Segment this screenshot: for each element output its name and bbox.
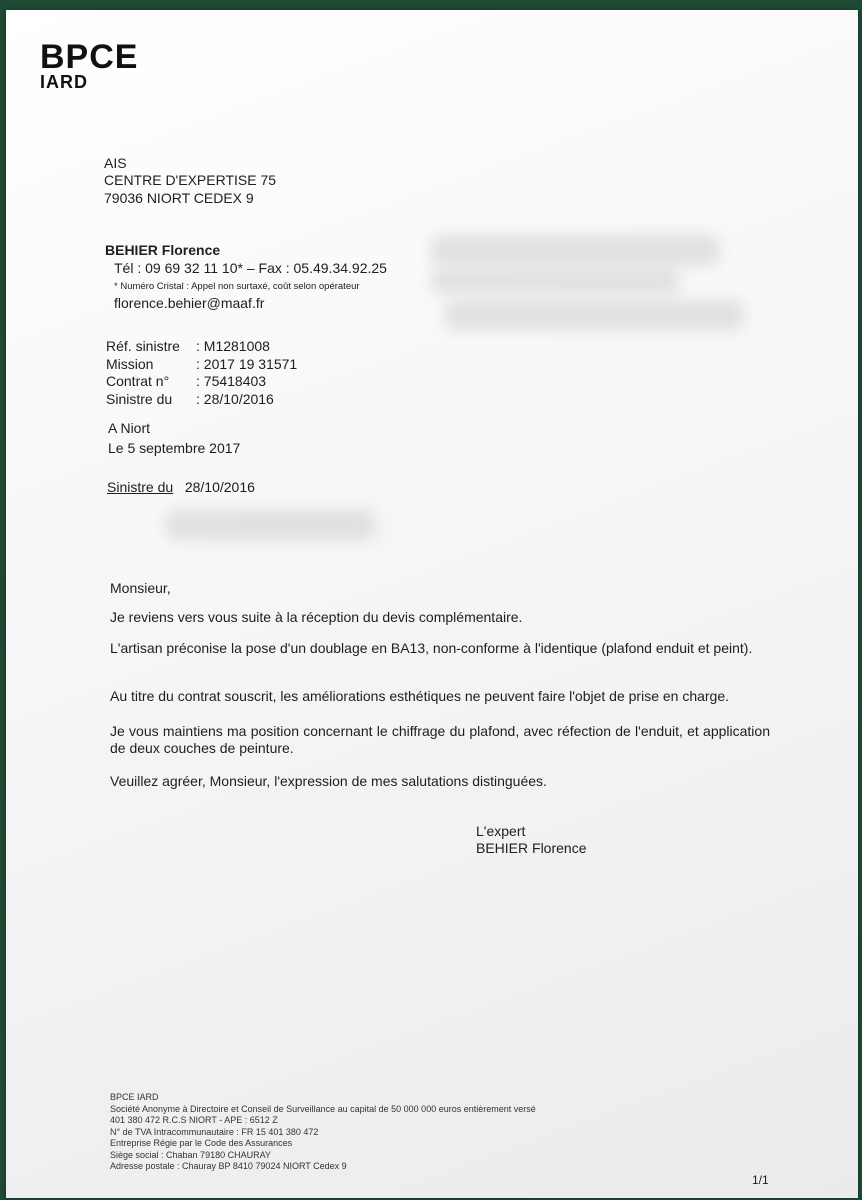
closing: Veuillez agréer, Monsieur, l'expression de mes salutations distinguées. xyxy=(110,773,547,789)
phone-note: * Numéro Cristal : Appel non surtaxé, coût selon opérateur xyxy=(114,281,360,292)
reference-row xyxy=(106,373,297,391)
expert-phone-fax: Tél : 09 69 32 11 10* – Fax : 05.49.34.92.25 xyxy=(114,260,387,276)
reference-label: Réf. sinistre xyxy=(106,338,180,354)
footer-line: BPCE IARD xyxy=(110,1092,159,1102)
reference-row xyxy=(106,391,297,409)
footer-line: Adresse postale : Chauray BP 8410 79024 NIORT Cedex 9 xyxy=(110,1161,347,1171)
footer-line: N° de TVA Intracommunautaire : FR 15 401 380 472 xyxy=(110,1126,319,1137)
company-division: IARD xyxy=(40,72,88,92)
paragraph-4: Je vous maintiens ma position concernant le chiffrage du plafond, avec réfection de l'enduit, et application de deux couches de peinture. xyxy=(110,723,770,756)
letter-place: A Niort xyxy=(108,420,151,436)
expert-email: florence.behier@maaf.fr xyxy=(114,295,265,311)
subject-label: Sinistre du xyxy=(107,479,174,495)
reference-value: : 75418403 xyxy=(196,373,267,389)
reference-label: Mission xyxy=(106,355,154,372)
footer-line: Entreprise Régie par le Code des Assurances xyxy=(110,1138,293,1148)
redacted-recipient-line-3 xyxy=(444,300,744,330)
company-logo: BPCE xyxy=(40,38,139,76)
salutation: Monsieur, xyxy=(110,580,171,596)
reference-label: Sinistre du xyxy=(106,390,173,407)
footer-block xyxy=(110,1092,536,1173)
footer-line: Siège social : Chaban 79180 CHAURAY xyxy=(110,1149,271,1160)
paragraph-1: Je reviens vers vous suite à la réception du devis complémentaire. xyxy=(110,609,523,625)
subject-value: 28/10/2016 xyxy=(184,479,255,495)
signature-title: L'expert xyxy=(476,823,526,839)
reference-row xyxy=(106,338,297,356)
expert-name: BEHIER Florence xyxy=(105,242,221,258)
page-number: 1/1 xyxy=(752,1173,769,1187)
letter-date: Le 5 septembre 2017 xyxy=(108,440,241,456)
reference-value: : 28/10/2016 xyxy=(196,390,274,407)
paragraph-3: Au titre du contrat souscrit, les améliorations esthétiques ne peuvent faire l'objet de prise en charge. xyxy=(110,688,730,704)
sender-address-line-1: AIS xyxy=(104,155,127,171)
footer-line: 401 380 472 R.C.S NIORT - APE : 6512 Z xyxy=(110,1115,278,1125)
subject-line xyxy=(107,479,255,496)
paragraph-2: L'artisan préconise la pose d'un doublage en BA13, non-conforme à l'identique (plafond enduit et peint). xyxy=(110,640,753,656)
reference-row xyxy=(106,356,297,374)
sender-address-line-3: 79036 NIORT CEDEX 9 xyxy=(104,190,254,206)
reference-value: : M1281008 xyxy=(196,338,270,354)
footer-line: Société Anonyme à Directoire et Conseil de Surveillance au capital de 50 000 000 euros entièrement versé xyxy=(110,1103,536,1114)
reference-label: Contrat n° xyxy=(106,373,170,389)
redacted-recipient-line-1 xyxy=(430,234,720,266)
letter-page xyxy=(6,10,858,1198)
reference-value: : 2017 19 31571 xyxy=(196,355,298,372)
reference-block xyxy=(106,338,297,408)
sender-address-line-2: CENTRE D'EXPERTISE 75 xyxy=(104,172,277,188)
signature-name: BEHIER Florence xyxy=(476,840,587,856)
redacted-recipient-line-2 xyxy=(430,268,680,294)
redacted-reference xyxy=(166,510,376,540)
